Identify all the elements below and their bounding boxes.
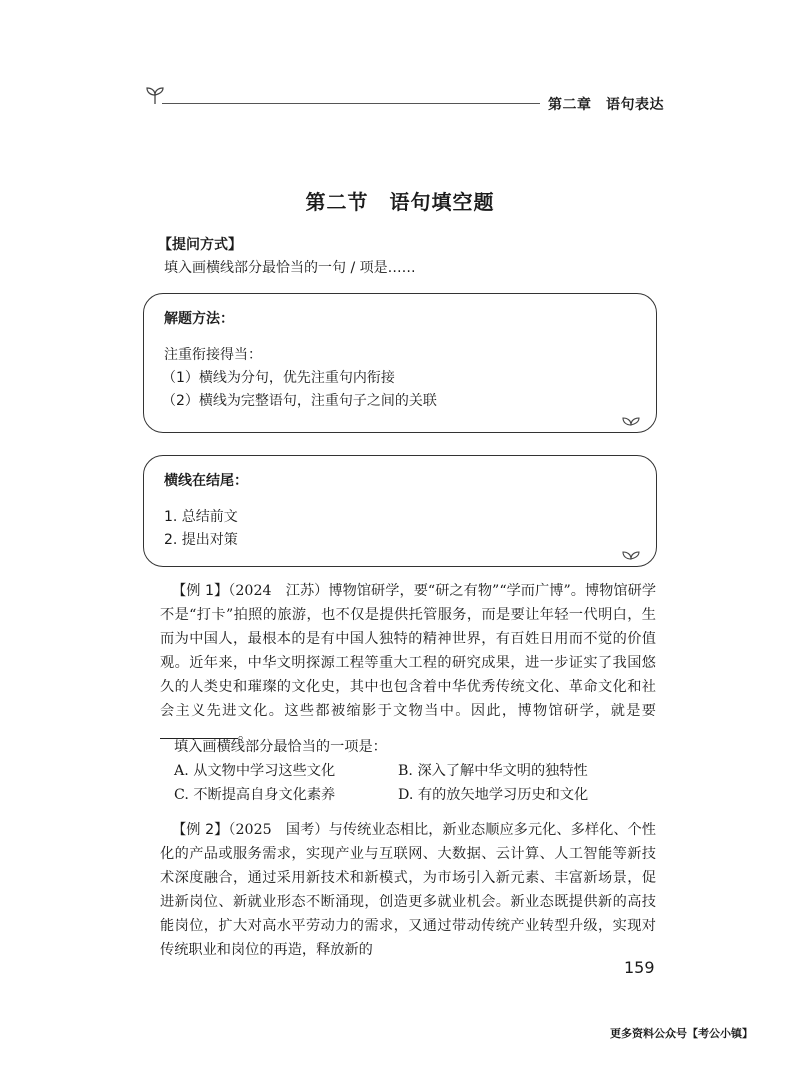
- example-1-label: 【例 1】: [172, 583, 229, 599]
- option-a: A. 从文物中学习这些文化: [174, 763, 336, 779]
- example-2-paragraph: [160, 818, 656, 962]
- section-title: 第二节 语句填空题: [305, 190, 495, 214]
- method-line: 注重衔接得当：: [164, 347, 262, 363]
- ending-box-title: 横线在结尾：: [164, 473, 248, 489]
- option-d: D. 有的放矢地学习历史和文化: [398, 787, 589, 803]
- page-number: 159: [624, 958, 655, 977]
- example-2-text: 与传统业态相比，新业态顺应多元化、多样化、个性化的产品或服务需求，实现产业与互联网、大数据、云计算、人工智能等新技术深度融合，通过采用新技术和新模式，为市场引入新元素、丰富新场景，促进新岗位、新就业形态不断涌现，创造更多就业机会。新业态既提供新的高技能岗位，扩大对高水平劳动力的需求，又通过带动传统产业转型升级，实现对传统职业和岗位的再造，释放新的: [160, 822, 656, 958]
- option-c: C. 不断提高自身文化素养: [174, 787, 336, 803]
- example-2-label: 【例 2】: [172, 822, 229, 838]
- example-1-paragraph: [160, 579, 656, 747]
- ending-box: [143, 455, 657, 567]
- footer-note: 更多资料公众号【考公小镇】: [610, 1027, 753, 1040]
- header-divider: [162, 103, 540, 104]
- method-line: （1）横线为分句，优先注重句内衔接: [162, 370, 395, 386]
- ending-line: 2. 提出对策: [164, 532, 238, 548]
- example-1-text: 博物馆研学，要“研之有物”“学而广博”。博物馆研学不是“打卡”拍照的旅游，也不仅是提供托管服务，而是要让年轻一代明白，生而为中国人，最根本的是有中国人独特的精神世界，有百姓日用而不觉的价值观。近年来，中华文明探源工程等重大工程的研究成果，进一步证实了我国悠久的人类史和璀璨的文化史，其中也包含着中华优秀传统文化、革命文化和社会主义先进文化。这些都被缩影于文物当中。因此，博物馆研学，就是要: [160, 583, 657, 719]
- example-1-end: 。: [238, 727, 253, 743]
- method-box: [143, 293, 657, 433]
- ask-heading: 【提问方式】: [158, 237, 242, 253]
- example-2-source: （2025 国考）: [228, 822, 329, 838]
- option-b: B. 深入了解中华文明的独特性: [398, 763, 588, 779]
- ask-text: 填入画横线部分最恰当的一句 / 项是……: [164, 260, 416, 276]
- ending-line: 1. 总结前文: [164, 509, 238, 525]
- method-line: （2）横线为完整语句，注重句子之间的关联: [162, 393, 437, 409]
- example-1-question: 填入画横线部分最恰当的一项是：: [174, 739, 387, 755]
- leaf-icon: [620, 549, 642, 561]
- example-1-source: （2024 江苏）: [228, 583, 329, 599]
- chapter-label: 第二章 语句表达: [548, 97, 664, 113]
- leaf-icon: [620, 415, 642, 427]
- method-box-title: 解题方法：: [164, 311, 234, 327]
